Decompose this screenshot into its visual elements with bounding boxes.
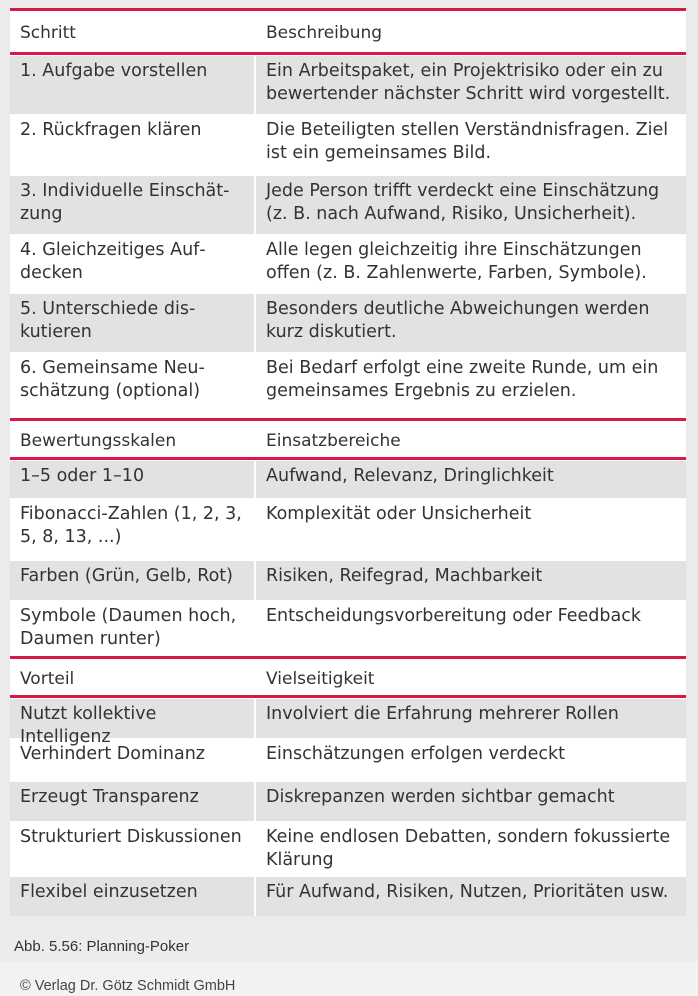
table-row bbox=[10, 600, 686, 656]
table-row bbox=[10, 460, 686, 498]
header-cell: Schritt bbox=[10, 11, 256, 52]
table-cell: Entscheidungsvorbereitung oder Feedback bbox=[266, 606, 641, 626]
table-cell: Risiken, Reifegrad, Machbarkeit bbox=[266, 566, 543, 586]
table-row bbox=[10, 821, 686, 876]
table-cell: Strukturiert Diskussionen bbox=[10, 822, 256, 876]
table-row bbox=[10, 738, 686, 781]
table-cell: 5. Unterschiede diskutieren bbox=[10, 294, 256, 352]
table-cell: Aufwand, Relevanz, Dringlichkeit bbox=[266, 466, 554, 486]
table-row bbox=[10, 234, 686, 293]
copyright-notice: © Verlag Dr. Götz Schmidt GmbH bbox=[20, 978, 236, 994]
table-row bbox=[10, 175, 686, 234]
table-row bbox=[10, 781, 686, 821]
table-cell: 4. Gleichzeitiges Aufdecken bbox=[10, 235, 256, 293]
table-cell: Bei Bedarf erfolgt eine zweite Runde, um ein gemeinsames Ergebnis zu erzielen. bbox=[266, 358, 659, 401]
section-header-vorteil bbox=[10, 656, 686, 698]
table-cell: Nutzt kollektive Intelligenz bbox=[10, 699, 256, 738]
table-row bbox=[10, 114, 686, 175]
table-cell: Fibonacci-Zahlen (1, 2, 3, 5, 8, 13, ...) bbox=[10, 499, 256, 560]
table-cell: Symbole (Daumen hoch, Daumen runter) bbox=[10, 601, 256, 656]
table-cell: Komplexität oder Unsicherheit bbox=[266, 504, 532, 524]
table-row bbox=[10, 55, 686, 114]
section-header-bewertungsskalen bbox=[10, 418, 686, 460]
header-cell: Einsatzbereiche bbox=[266, 430, 401, 451]
header-cell: Bewertungsskalen bbox=[10, 421, 256, 457]
table-cell: Jede Person trifft verdeckt eine Einschätzung (z. B. nach Aufwand, Risiko, Unsicherheit). bbox=[266, 181, 660, 224]
table-row bbox=[10, 560, 686, 600]
section-header-schritt bbox=[10, 8, 686, 55]
table-cell: Farben (Grün, Gelb, Rot) bbox=[10, 561, 256, 600]
table-row bbox=[10, 498, 686, 560]
table-cell: 2. Rückfragen klären bbox=[10, 115, 256, 175]
table-cell: Diskrepanzen werden sichtbar gemacht bbox=[266, 787, 615, 807]
table-cell: Involviert die Erfahrung mehrerer Rollen bbox=[266, 704, 619, 724]
table-cell: 1–5 oder 1–10 bbox=[10, 461, 256, 498]
table-cell: Für Aufwand, Risiken, Nutzen, Prioritäten usw. bbox=[266, 882, 669, 902]
table-row bbox=[10, 352, 686, 418]
table-cell: 3. Individuelle Einschätzung bbox=[10, 176, 256, 234]
table-cell: Besonders deutliche Abweichungen werden kurz diskutiert. bbox=[266, 299, 650, 342]
header-cell: Vorteil bbox=[10, 659, 256, 695]
table-row bbox=[10, 293, 686, 352]
table-cell: 6. Gemeinsame Neuschätzung (optional) bbox=[10, 353, 256, 418]
table-cell: Die Beteiligten stellen Verständnisfragen. Ziel ist ein gemeinsames Bild. bbox=[266, 120, 669, 163]
table-cell: Erzeugt Transparenz bbox=[10, 782, 256, 821]
table-cell: Verhindert Dominanz bbox=[10, 739, 256, 781]
table-cell: Alle legen gleichzeitig ihre Einschätzungen offen (z. B. Zahlenwerte, Farben, Symbole). bbox=[266, 240, 647, 283]
table-cell: 1. Aufgabe vorstellen bbox=[10, 56, 256, 114]
table-cell: Einschätzungen erfolgen verdeckt bbox=[266, 744, 566, 764]
planning-poker-table bbox=[10, 8, 686, 916]
table-cell: Ein Arbeitspaket, ein Projektrisiko oder ein zu bewertender nächster Schritt wird vorgestellt. bbox=[266, 61, 671, 104]
header-cell: Beschreibung bbox=[266, 23, 383, 43]
table-row bbox=[10, 698, 686, 747]
table-cell: Flexibel einzusetzen bbox=[10, 877, 256, 916]
figure-caption: Abb. 5.56: Planning-Poker bbox=[14, 938, 190, 955]
table-cell: Keine endlosen Debatten, sondern fokussierte Klärung bbox=[266, 827, 671, 870]
header-cell: Vielseitigkeit bbox=[266, 668, 375, 689]
table-row bbox=[10, 876, 686, 916]
